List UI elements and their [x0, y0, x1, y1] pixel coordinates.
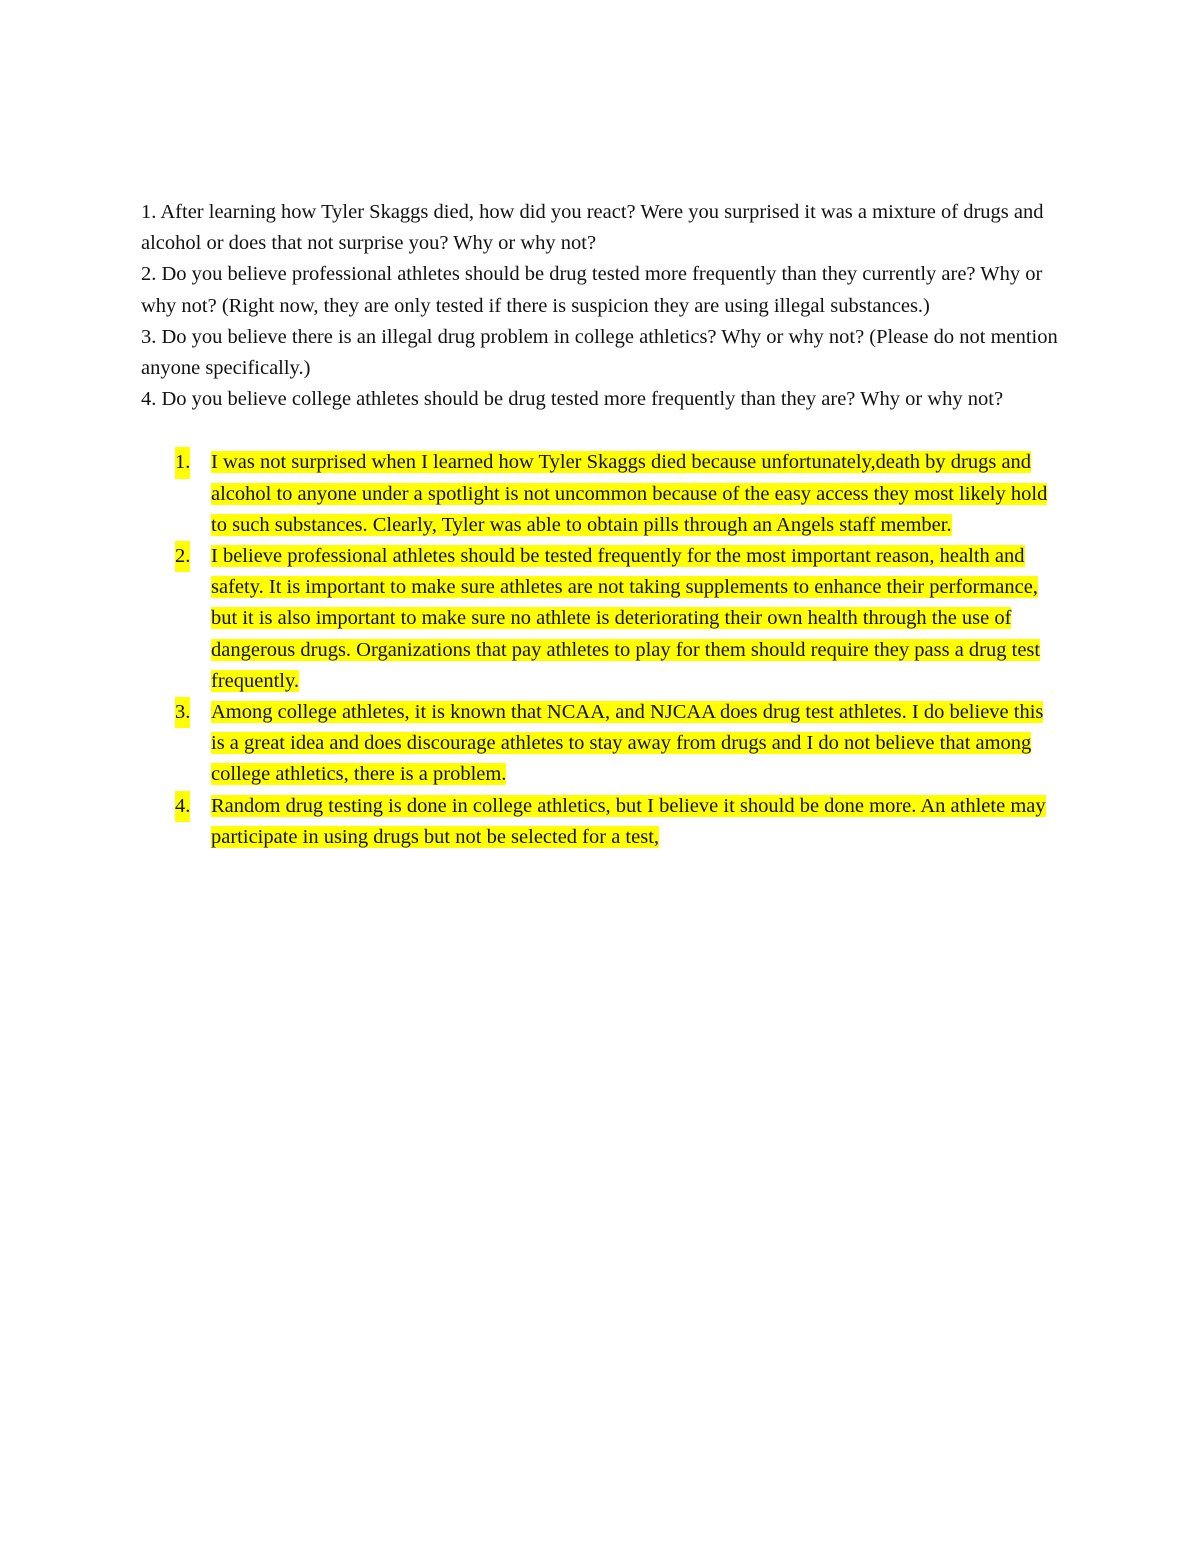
answer-item-3 [141, 697, 1061, 791]
question-4: 4. Do you believe college athletes should be drug tested more frequently than they are? Why or why not? [141, 388, 1004, 411]
answer-text: Among college athletes, it is known that NCAA, and NJCAA does drug test athletes. I do believe this is a great idea and does discourage athletes to stay away from drugs and I do not believe that among college athletics, there is a problem. [211, 701, 1044, 786]
answer-number: 2. [175, 541, 190, 572]
document-body [141, 197, 1061, 853]
question-1: 1. After learning how Tyler Skaggs died, how did you react? Were you surprised it was a mixture of drugs and alcohol or does that not surprise you? Why or why not? [141, 201, 1044, 255]
answer-text: Random drug testing is done in college athletics, but I believe it should be done more. An athlete may participate in using drugs but not be selected for a test, [211, 794, 1046, 848]
answer-number: 4. [175, 791, 190, 822]
answer-item-2 [141, 541, 1061, 697]
answer-text: I believe professional athletes should be tested frequently for the most important reason, health and safety. It is important to make sure athletes are not taking supplements to enhance their performance, but it is also important to make sure no athlete is deteriorating their own health through the use of dangerous drugs. Organizations that pay athletes to play for them should require they pass a drug test frequently. [211, 545, 1041, 692]
question-list [141, 197, 1061, 415]
question-2: 2. Do you believe professional athletes should be drug tested more frequently than they currently are? Why or why not? (Right now, they are only tested if there is suspicion they are using illegal substances.) [141, 263, 1043, 317]
answer-item-4 [141, 791, 1061, 853]
answer-number: 3. [175, 697, 190, 728]
question-3: 3. Do you believe there is an illegal drug problem in college athletics? Why or why not? (Please do not mention anyone specifically.) [141, 325, 1058, 380]
answer-item-1 [141, 447, 1061, 541]
answer-list [141, 447, 1061, 853]
answer-number: 1. [175, 447, 190, 478]
answer-text: I was not surprised when I learned how Tyler Skaggs died because unfortunately,death by drugs and alcohol to anyone under a spotlight is not uncommon because of the easy access they most likely hold to such substances. Clearly, Tyler was able to obtain pills through an Angels staff member. [211, 451, 1048, 536]
